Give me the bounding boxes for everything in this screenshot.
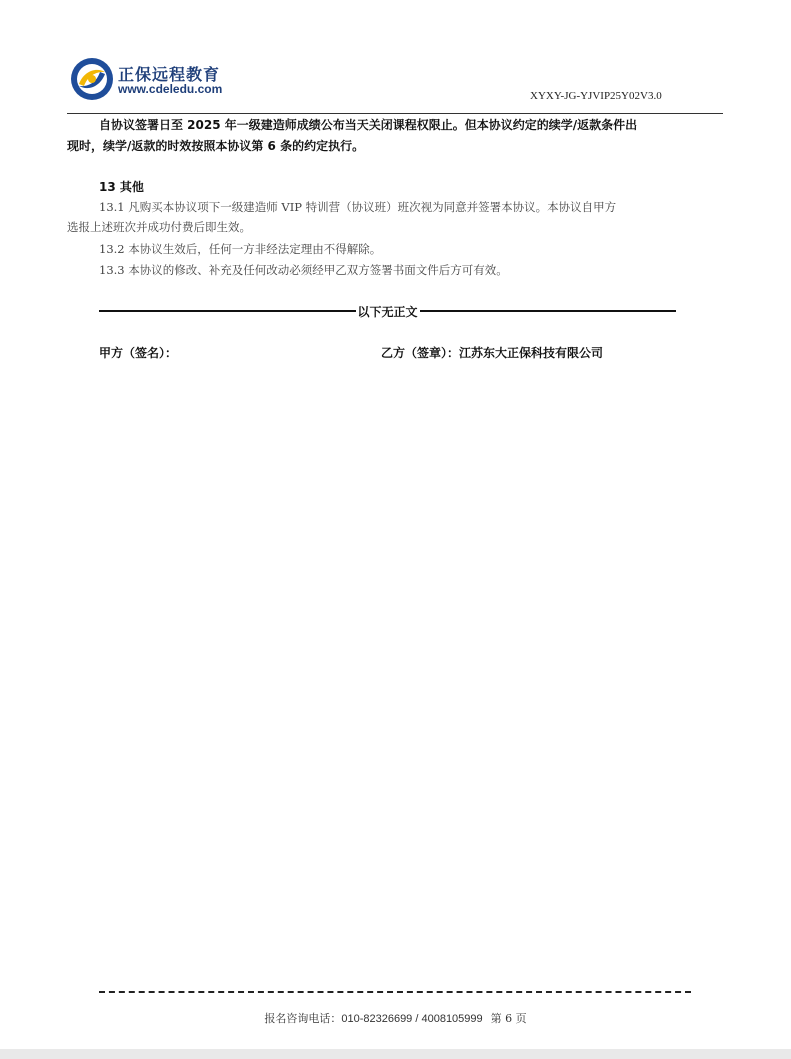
brand-url: www.cdeledu.com	[118, 82, 223, 96]
brand-name: 正保远程教育	[118, 65, 221, 84]
end-marker-right-rule	[420, 310, 677, 312]
footer-page-number: 第 6 页	[490, 1012, 527, 1025]
party-a-signature: 甲方（签名）：	[99, 346, 178, 360]
page-footer	[0, 1010, 791, 1026]
clause-13-2: 13.2 本协议生效后，任何一方非经法定理由不得解除。	[99, 242, 382, 256]
term-paragraph-line-1: 自协议签署日至 2025 年一级建造师成绩公布当天关闭课程权限止。但本协议约定的续学/返款条件出	[99, 118, 638, 132]
clause-13-3: 13.3 本协议的修改、补充及任何改动必须经甲乙双方签署书面文件后方可有效。	[99, 263, 508, 277]
end-marker-left-rule	[99, 310, 356, 312]
clause-13-1-line-1: 13.1 凡购买本协议项下一级建造师 VIP 特训营（协议班）班次视为同意并签署本协议。本协议自甲方	[99, 200, 617, 214]
term-paragraph	[67, 115, 727, 157]
document-code: XYXY-JG-YJVIP25Y02V3.0	[530, 90, 662, 102]
header-divider	[67, 113, 723, 114]
viewer-bottom-edge	[0, 1049, 791, 1059]
end-of-text-marker	[99, 301, 676, 321]
term-paragraph-line-2: 现时，续学/返款的时效按照本协议第 6 条的约定执行。	[67, 139, 365, 153]
party-b-signature: 乙方（签章）：江苏东大正保科技有限公司	[381, 346, 604, 360]
end-marker-text: 以下无正文	[357, 304, 418, 319]
footer-phone-label: 报名咨询电话：	[264, 1012, 342, 1025]
clause-13-1-line-2: 选报上述班次并成功付费后即生效。	[67, 220, 251, 234]
cdeledu-logo	[70, 57, 114, 101]
footer-phone-numbers: 010-82326699 / 4008105999	[341, 1013, 483, 1025]
footer-divider	[99, 991, 691, 993]
section-heading: 13 其他	[99, 180, 144, 194]
